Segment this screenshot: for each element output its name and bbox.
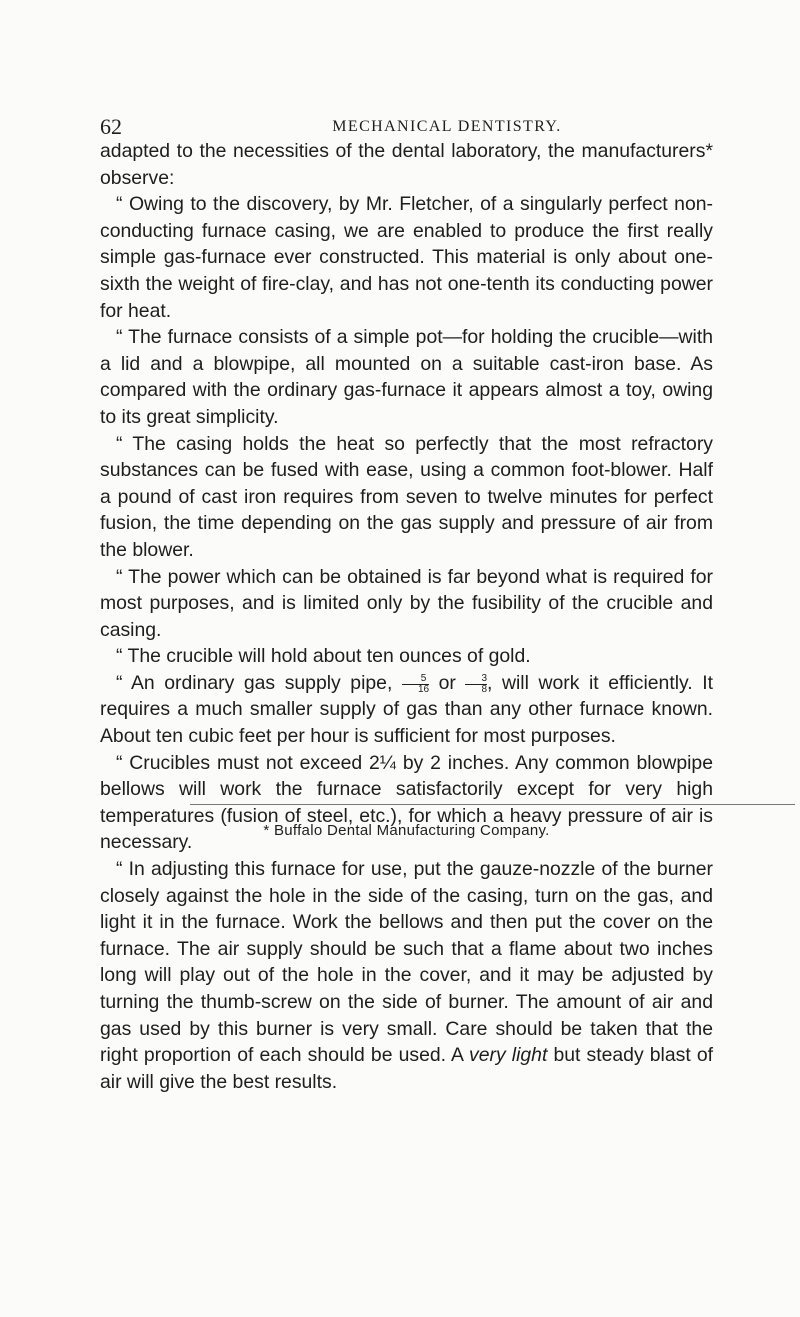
paragraph-quote-3: “ The casing holds the heat so perfectly that the most refractory substances can be fused with ease, using a common foot-blower. Half a pound of cast iron requires from seven to twelve minutes for perfect fusion, the time depending on the gas supply and pressure of air from the blower. xyxy=(100,432,713,561)
pipe-text-before: “ An ordinary gas supply pipe, xyxy=(116,671,393,694)
footnote-divider xyxy=(190,804,795,805)
paragraph-quote-1: “ Owing to the discovery, by Mr. Fletcher, of a singularly perfect non-conducting furnace casing, we are enabled to produce the first really simple gas-furnace ever constructed. This material is only about one-sixth the weight of fire-clay, and has not one-tenth its conducting power for heat. xyxy=(100,193,713,322)
page-number: 62 xyxy=(100,114,122,139)
pipe-text-after: , will work it efficiently. It requires a much smaller supply of gas than any other furnace known. About ten cubic feet per hour is sufficient for most purposes. xyxy=(100,671,714,748)
body-text xyxy=(100,138,713,1095)
footnote: * Buffalo Dental Manufacturing Company. xyxy=(263,822,550,839)
paragraph-quote-8 xyxy=(100,856,713,1095)
paragraph-quote-7: “ Crucibles must not exceed 2¼ by 2 inches. Any common blowpipe bellows will work the furnace satisfactorily except for very high temperatures (fusion of steel, etc.), for which a heavy pressure of air is necessary. xyxy=(100,751,713,854)
paragraph-quote-6 xyxy=(100,670,713,750)
paragraph-intro: adapted to the necessities of the dental laboratory, the manufacturers* observe: xyxy=(100,140,713,189)
adjusting-text-before: “ In adjusting this furnace for use, put the gauze-nozzle of the burner closely against the hole in the side of the casing, turn on the gas, and light it in the furnace. Work the bellows and then put the cover on the furnace. The air supply should be such that a flame about two inches long will play out of the hole in the cover, and it may be adjusted by turning the thumb-screw on the side of burner. The amount of air and gas used by this burner is very small. Care should be taken that the right proportion of each should be used. A xyxy=(100,858,713,1067)
paragraph-quote-5: “ The crucible will hold about ten ounces of gold. xyxy=(116,645,531,668)
paragraph-quote-4: “ The power which can be obtained is far beyond what is required for most purposes, and is limited only by the fusibility of the crucible and casing. xyxy=(100,565,713,641)
pipe-text-between: or xyxy=(438,671,456,694)
fraction-three-eighths: $\frac{3}{8}$ xyxy=(465,674,487,695)
emphasis-very-light: very light xyxy=(469,1044,548,1067)
adjusting-text-after: but steady blast of air will give the best results. xyxy=(100,1044,713,1093)
fraction-five-sixteenths: $\frac{5}{16}$ xyxy=(402,674,429,695)
running-head: MECHANICAL DENTISTRY. xyxy=(332,118,562,135)
paragraph-quote-2: “ The furnace consists of a simple pot—for holding the crucible—with a lid and a blowpipe, all mounted on a suitable cast-iron base. As compared with the ordinary gas-furnace it appears almost a toy, owing to its great simplicity. xyxy=(100,326,713,428)
